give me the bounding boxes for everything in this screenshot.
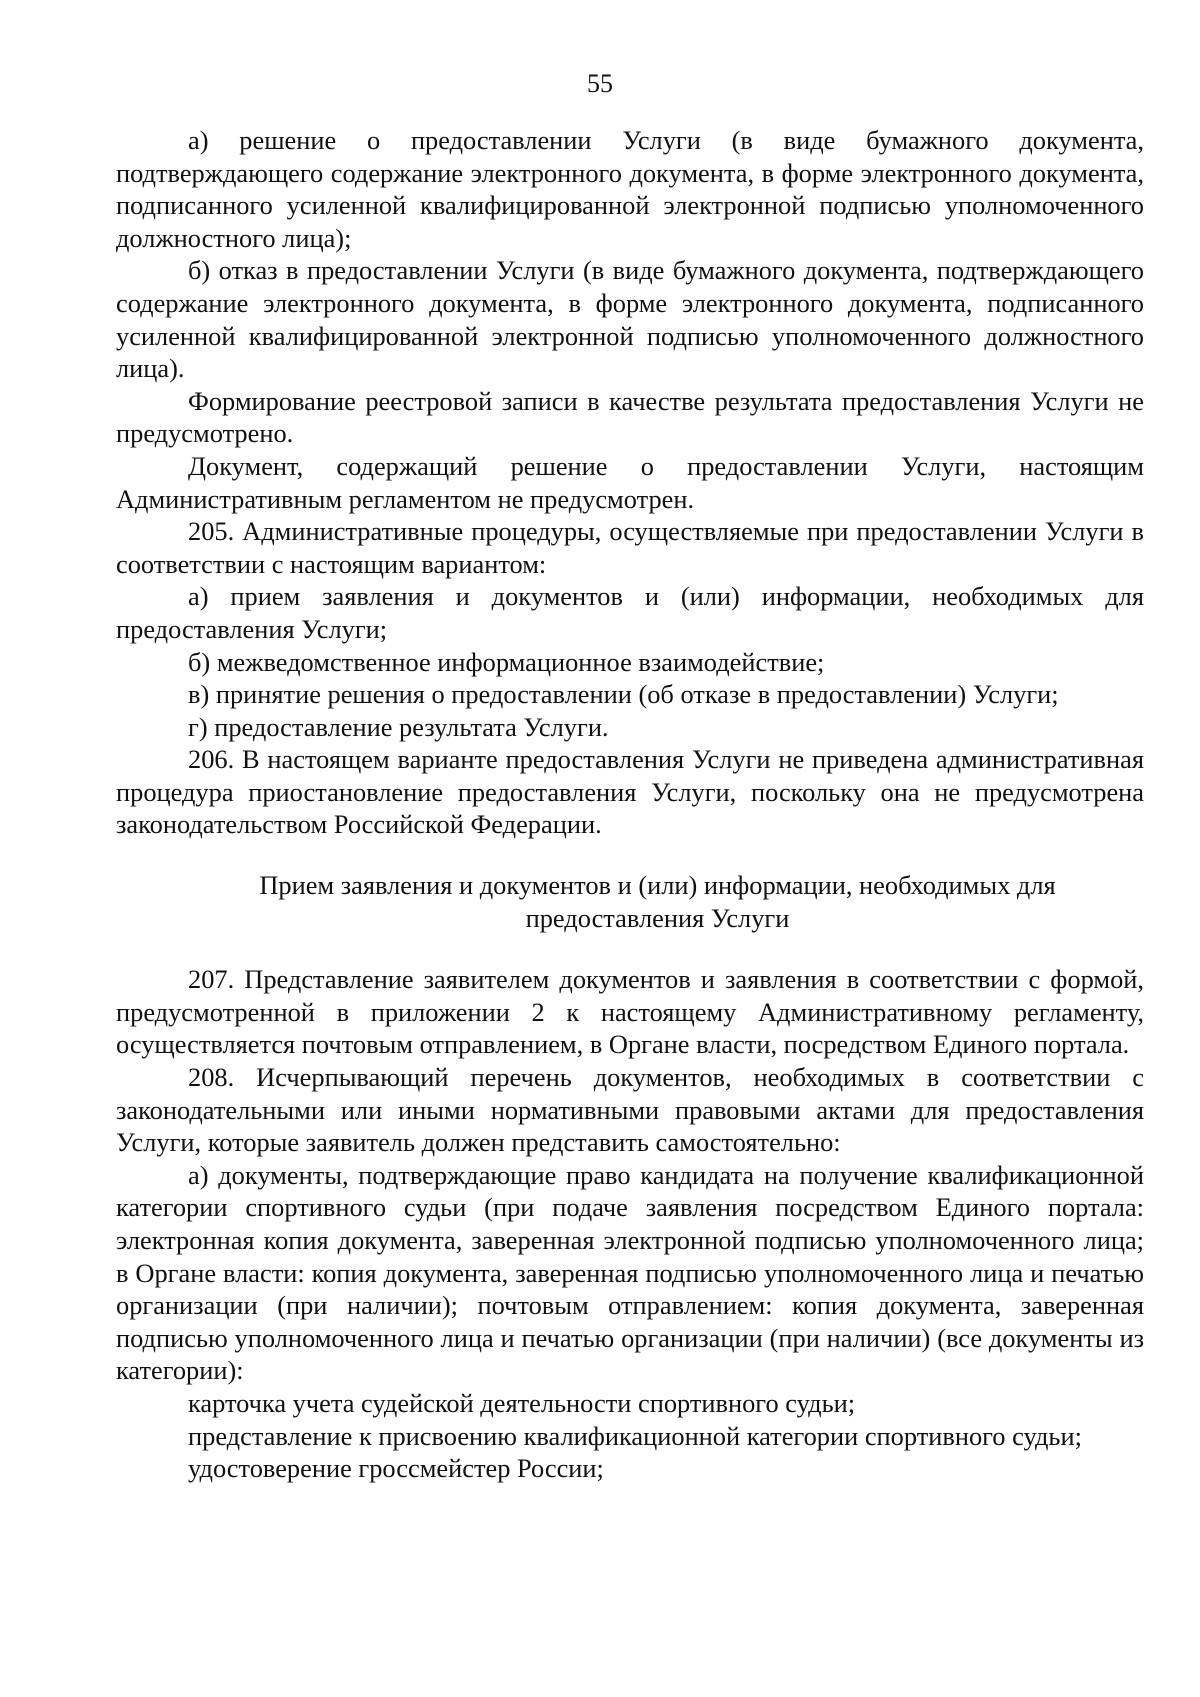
paragraph-205: 205. Административные процедуры, осуществляемые при предоставлении Услуги в соответствии с настоящим вариантом: (116, 516, 1144, 579)
paragraph-decision-document: Документ, содержащий решение о предоставлении Услуги, настоящим Административным регламентом не предусмотрен. (116, 450, 1144, 514)
paragraph-205-b: б) межведомственное информационное взаимодействие; (188, 646, 825, 677)
document-body (116, 124, 1144, 1485)
section-heading: Прием заявления и документов и (или) информации, необходимых для предоставления Услуги (259, 870, 1056, 933)
list-item-nomination: представление к присвоению квалификационной категории спортивного судьи; (188, 1420, 1082, 1451)
page-number: 55 (587, 69, 613, 98)
paragraph-208: 208. Исчерпывающий перечень документов, необходимых в соответствии с законодательными или иными нормативными правовыми актами для предоставления Услуги, которые заявитель должен представить самостоятельно: (116, 1062, 1144, 1158)
list-item-grandmaster-certificate: удостоверение гроссмейстер России; (188, 1453, 604, 1484)
list-item-judge-card: карточка учета судейской деятельности спортивного судьи; (188, 1387, 856, 1418)
paragraph-b-refusal: б) отказ в предоставлении Услуги (в виде бумажного документа, подтверждающего содержание электронного документа, в форме электронного документа, подписанного усиленной квалифицированной электронной подписью уполномоченного должностного лица). (116, 255, 1144, 384)
paragraph-205-a: а) прием заявления и документов и (или) информации, необходимых для предоставления Услуги; (116, 581, 1144, 644)
paragraph-207: 207. Представление заявителем документов и заявления в соответствии с формой, предусмотренной в приложении 2 к настоящему Административному регламенту, осуществляется почтовым отправлением, в Органе власти, посредством Единого портала. (116, 964, 1144, 1060)
paragraph-205-c: в) принятие решения о предоставлении (об отказе в предоставлении) Услуги; (188, 679, 1059, 710)
paragraph-registry-record: Формирование реестровой записи в качестве результата предоставления Услуги не предусмотрено. (116, 385, 1144, 449)
paragraph-205-d: г) предоставление результата Услуги. (188, 711, 609, 742)
paragraph-208-a: а) документы, подтверждающие право кандидата на получение квалификационной категории спортивного судьи (при подаче заявления посредством Единого портала: электронная копия документа, заверенная электронной подписью уполномоченного лица; в Органе власти: копия документа, заверенная подписью уполномоченного лица и печатью организации (при наличии); почтовым отправлением: копия документа, заверенная подписью уполномоченного лица и печатью организации (при наличии) (все документы из категории): (116, 1159, 1144, 1386)
paragraph-206: 206. В настоящем варианте предоставления Услуги не приведена административная процедура приостановление предоставления Услуги, поскольку она не предусмотрена законодательством Российской Федерации. (116, 744, 1144, 840)
paragraph-a-decision: а) решение о предоставлении Услуги (в виде бумажного документа, подтверждающего содержание электронного документа, в форме электронного документа, подписанного усиленной квалифицированной электронной подписью уполномоченного должностного лица); (116, 125, 1144, 253)
